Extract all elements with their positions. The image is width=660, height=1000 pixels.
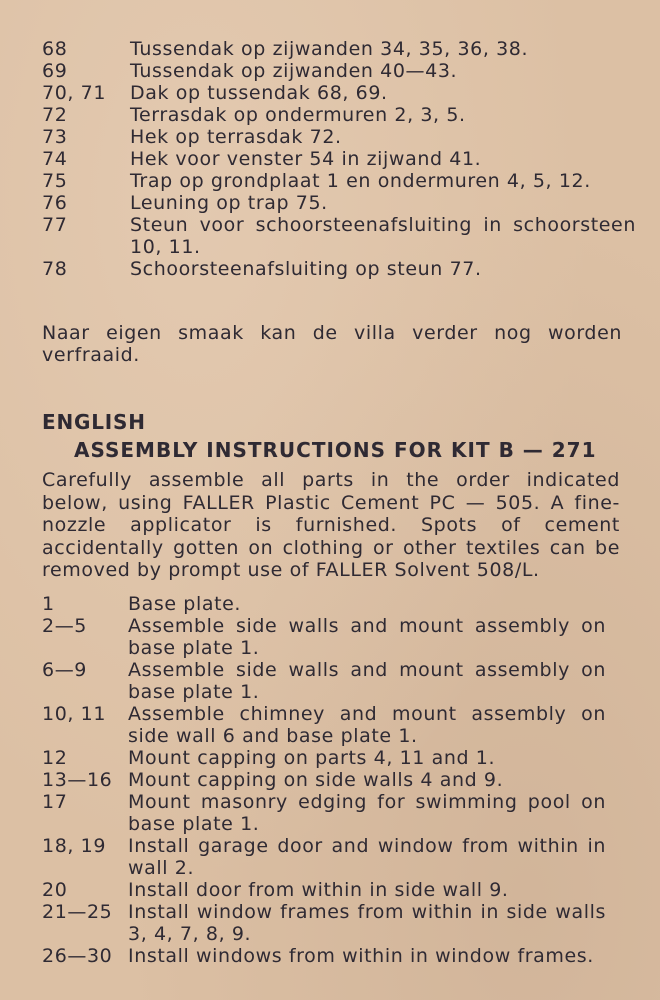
list-item bbox=[42, 769, 622, 791]
step-text: Trap op grondplaat 1 en ondermuren 4, 5, 12. bbox=[130, 170, 591, 192]
step-text: Schoorsteenafsluiting op steun 77. bbox=[130, 258, 482, 280]
step-text: Assemble chimney and mount assembly on side wall 6 and base plate 1. bbox=[128, 703, 606, 747]
step-number: 75 bbox=[42, 170, 68, 192]
step-text: Install door from within in side wall 9. bbox=[128, 879, 509, 901]
step-number: 10, 11 bbox=[42, 703, 107, 725]
step-number: 68 bbox=[42, 38, 68, 60]
step-number: 78 bbox=[42, 258, 68, 280]
list-item bbox=[42, 593, 622, 615]
step-text: Steun voor schoorsteenafsluiting in schoorsteen 10, 11. bbox=[130, 214, 636, 258]
step-text: Assemble side walls and mount assembly on base plate 1. bbox=[128, 615, 606, 659]
step-number: 70, 71 bbox=[42, 82, 107, 104]
step-number: 73 bbox=[42, 126, 68, 148]
english-step-list bbox=[42, 593, 622, 967]
list-item bbox=[42, 126, 652, 148]
step-text: Mount capping on parts 4, 11 and 1. bbox=[128, 747, 496, 769]
step-text: Install windows from within in window frames. bbox=[128, 945, 594, 967]
step-text: Install window frames from within in side walls 3, 4, 7, 8, 9. bbox=[128, 901, 606, 945]
section-heading-english: ENGLISH bbox=[42, 410, 146, 434]
list-item bbox=[42, 148, 652, 170]
step-number: 12 bbox=[42, 747, 68, 769]
list-item bbox=[42, 170, 652, 192]
list-item bbox=[42, 192, 652, 214]
step-number: 20 bbox=[42, 879, 68, 901]
list-item bbox=[42, 901, 622, 945]
step-text: Tussendak op zijwanden 40—43. bbox=[130, 60, 458, 82]
list-item bbox=[42, 879, 622, 901]
step-number: 17 bbox=[42, 791, 68, 813]
dutch-step-list bbox=[42, 38, 652, 280]
step-number: 76 bbox=[42, 192, 68, 214]
step-text: Hek op terrasdak 72. bbox=[130, 126, 342, 148]
list-item bbox=[42, 60, 652, 82]
step-number: 1 bbox=[42, 593, 55, 615]
step-text: Base plate. bbox=[128, 593, 242, 615]
dutch-closing-paragraph: Naar eigen smaak kan de villa verder nog worden verfraaid. bbox=[42, 322, 622, 366]
list-item bbox=[42, 791, 622, 835]
step-text: Dak op tussendak 68, 69. bbox=[130, 82, 388, 104]
step-number: 18, 19 bbox=[42, 835, 107, 857]
intro-paragraph: Carefully assemble all parts in the order indicated below, using FALLER Plastic Cement PC — 505. A fine-nozzle applicator is furnished. Spots of cement accidentally gotten on clothing or other textiles can be removed by prompt use of FALLER Solvent 508/L. bbox=[42, 469, 620, 581]
list-item bbox=[42, 615, 622, 659]
step-number: 69 bbox=[42, 60, 68, 82]
step-text: Leuning op trap 75. bbox=[130, 192, 328, 214]
list-item bbox=[42, 659, 622, 703]
list-item bbox=[42, 104, 652, 126]
step-number: 13—16 bbox=[42, 769, 113, 791]
step-number: 72 bbox=[42, 104, 68, 126]
step-text: Hek voor venster 54 in zijwand 41. bbox=[130, 148, 482, 170]
step-text: Terrasdak op ondermuren 2, 3, 5. bbox=[130, 104, 466, 126]
page-title: ASSEMBLY INSTRUCTIONS FOR KIT B — 271 bbox=[74, 438, 597, 462]
list-item bbox=[42, 835, 622, 879]
step-number: 26—30 bbox=[42, 945, 113, 967]
step-number: 2—5 bbox=[42, 615, 87, 637]
list-item bbox=[42, 747, 622, 769]
step-text: Assemble side walls and mount assembly on base plate 1. bbox=[128, 659, 606, 703]
list-item bbox=[42, 82, 652, 104]
step-text: Mount masonry edging for swimming pool on base plate 1. bbox=[128, 791, 606, 835]
step-text: Install garage door and window from within in wall 2. bbox=[128, 835, 606, 879]
step-text: Tussendak op zijwanden 34, 35, 36, 38. bbox=[130, 38, 529, 60]
list-item bbox=[42, 214, 652, 258]
list-item bbox=[42, 38, 652, 60]
step-number: 21—25 bbox=[42, 901, 113, 923]
list-item bbox=[42, 703, 622, 747]
step-number: 77 bbox=[42, 214, 68, 236]
list-item bbox=[42, 945, 622, 967]
list-item bbox=[42, 258, 652, 280]
step-number: 74 bbox=[42, 148, 68, 170]
step-text: Mount capping on side walls 4 and 9. bbox=[128, 769, 504, 791]
step-number: 6—9 bbox=[42, 659, 87, 681]
